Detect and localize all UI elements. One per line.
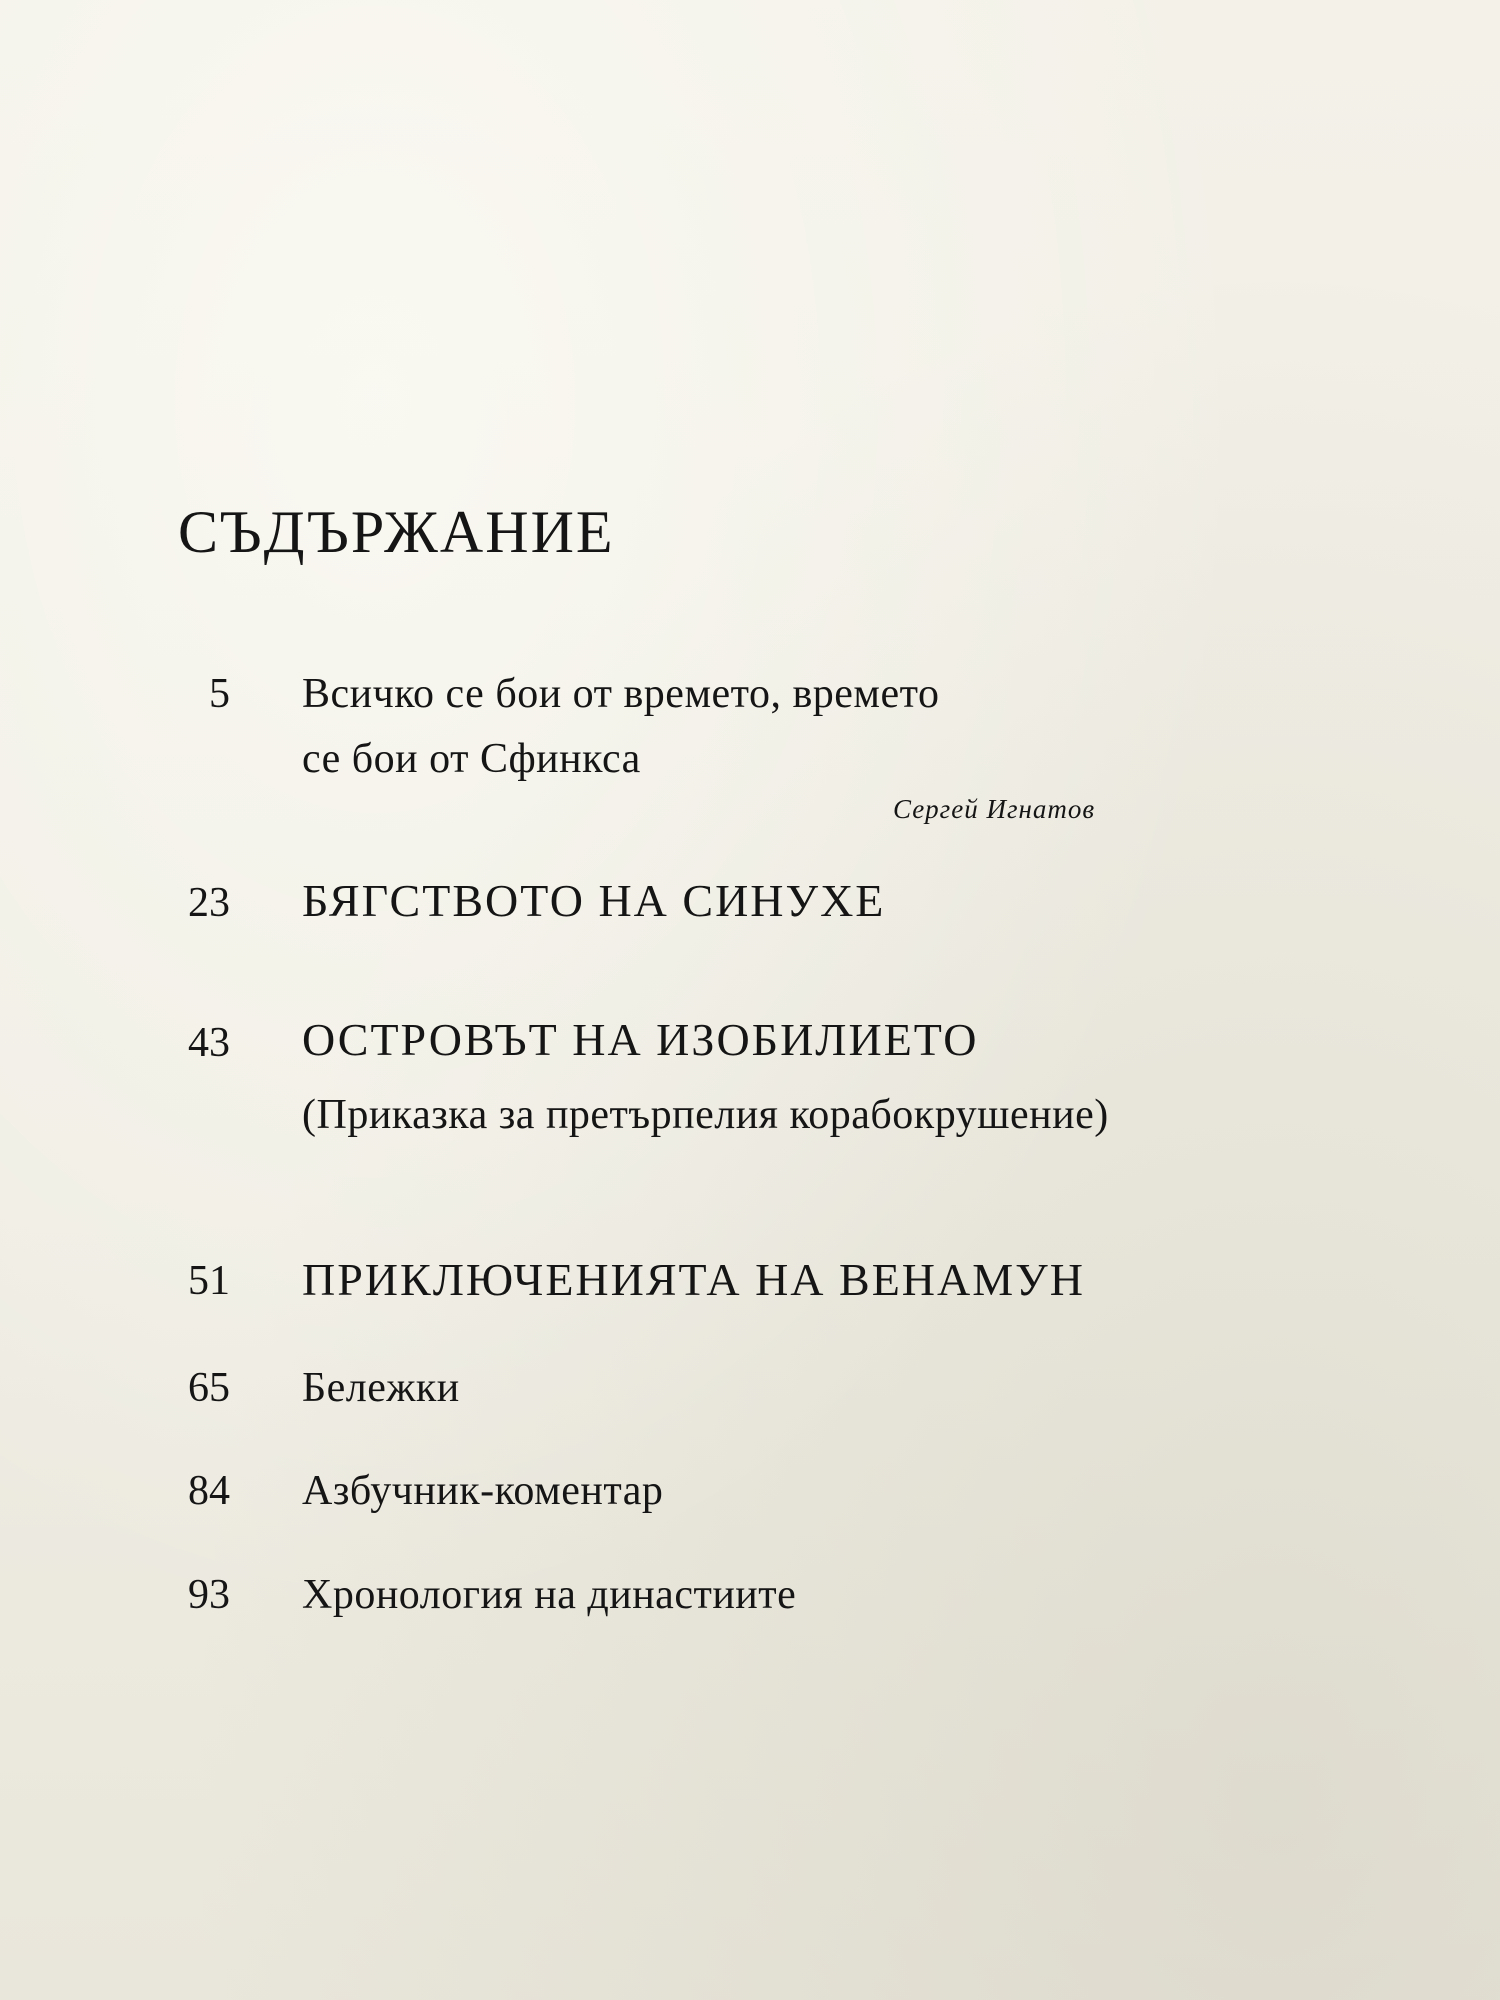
entry-title: БЯГСТВОТО НА СИНУХЕ	[302, 875, 886, 926]
entry-title: ОСТРОВЪТ НА ИЗОБИЛИЕТО	[302, 1014, 979, 1065]
entry-title: Хронология на династиите	[302, 1572, 797, 1618]
entry-title-line: се бои от Сфинкса	[302, 736, 641, 782]
page-number: 65	[188, 1365, 230, 1411]
page-number: 51	[188, 1258, 230, 1304]
entry-title-line: Всичко се бои от времето, времето	[302, 671, 940, 717]
page-number: 23	[188, 880, 230, 926]
entry-subtitle: (Приказка за претърпелия корабокрушение)	[302, 1092, 1109, 1138]
entry-title: Бележки	[302, 1365, 460, 1411]
entry-title: ПРИКЛЮЧЕНИЯТА НА ВЕНАМУН	[302, 1254, 1085, 1305]
entry-title: Азбучник-коментар	[302, 1468, 664, 1514]
page-number: 93	[188, 1572, 230, 1618]
page-number: 84	[188, 1468, 230, 1514]
page-number: 5	[209, 671, 230, 717]
page-number: 43	[188, 1020, 230, 1066]
page-title: СЪДЪРЖАНИЕ	[178, 499, 615, 565]
entry-author: Сергей Игнатов	[893, 794, 1096, 824]
